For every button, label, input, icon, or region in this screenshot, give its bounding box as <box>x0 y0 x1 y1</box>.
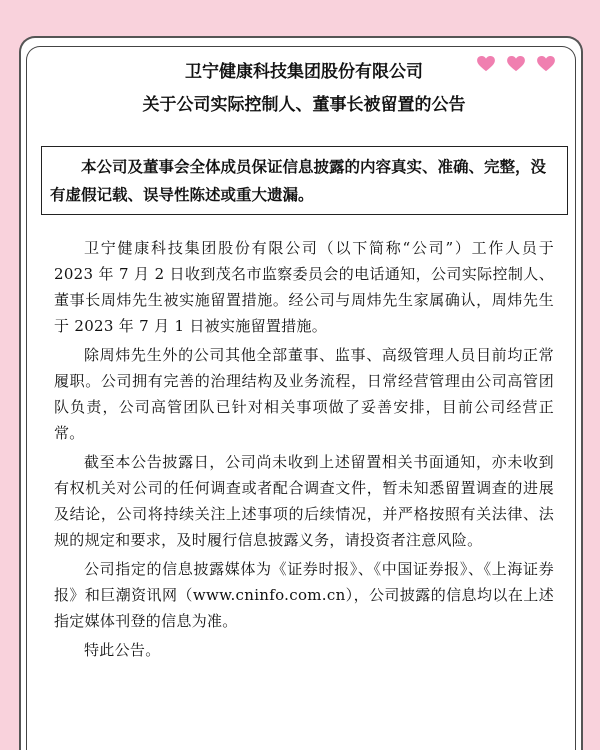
paragraph: 公司指定的信息披露媒体为《证券时报》、《中国证券报》、《上海证券报》和巨潮资讯网（www.cninfo.com.cn），公司披露的信息均以在上述指定媒体刊登的信息为准。 <box>54 560 554 630</box>
company-name: 卫宁健康科技集团股份有限公司 <box>185 62 423 82</box>
paragraph: 截至本公告披露日，公司尚未收到上述留置相关书面通知，亦未收到有权机关对公司的任何调查或者配合调查文件，暂未知悉留置调查的进展及结论，公司将持续关注上述事项的后续情况，并严格按照有关法律、法规的规定和要求，及时履行信息披露义务，请投资者注意风险。 <box>54 453 554 549</box>
disclosure-notice-box: 本公司及董事会全体成员保证信息披露的内容真实、准确、完整，没有虚假记载、误导性陈述或重大遗漏。 <box>41 146 568 215</box>
announcement-body <box>54 235 554 663</box>
announcement-title: 关于公司实际控制人、董事长被留置的公告 <box>142 95 466 115</box>
document-content <box>50 56 554 666</box>
paragraph: 除周炜先生外的公司其他全部董事、监事、高级管理人员目前均正常履职。公司拥有完善的治理结构及业务流程，日常经营管理由公司高管团队负责，公司高管团队已针对相关事项做了妥善安排，目前公司经营正常。 <box>54 346 554 442</box>
paragraph: 卫宁健康科技集团股份有限公司（以下简称“公司”）工作人员于 2023 年 7 月 2 日收到茂名市监察委员会的电话通知，公司实际控制人、董事长周炜先生被实施留置措施。经公司与周炜先生家属确认，周炜先生于 2023 年 7 月 1 日被实施留置措施。 <box>54 239 554 335</box>
paragraph: 特此公告。 <box>84 641 161 659</box>
